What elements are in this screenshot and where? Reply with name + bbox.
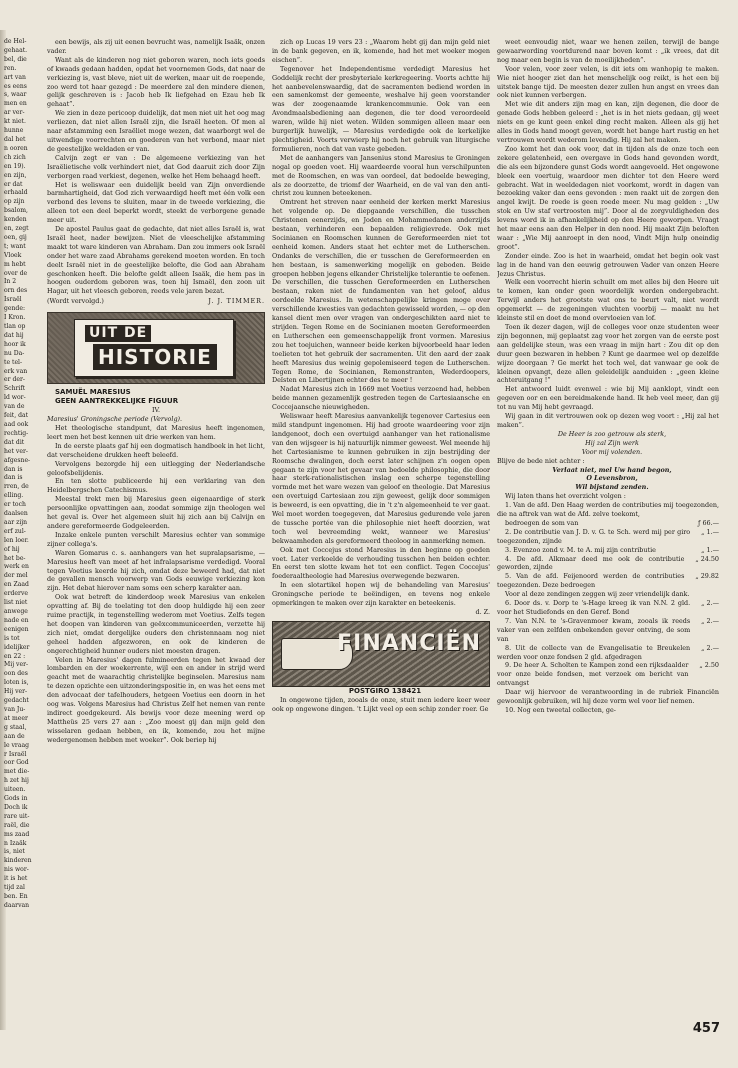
paragraph: hunne bbox=[4, 127, 24, 135]
paragraph: is tot bbox=[4, 634, 20, 642]
contribution-amount: „ 2.50 bbox=[699, 661, 719, 670]
paragraph: len loer. bbox=[4, 536, 29, 544]
paragraph: bsalom, bbox=[4, 207, 28, 215]
paragraph: Israël bbox=[4, 296, 22, 304]
paragraph: In de eerste plaats gaf hij een dogmatisch handboek in het licht, dat verscheidene drukken heeft beleefd. bbox=[47, 441, 265, 459]
paragraph: erderve bbox=[4, 590, 28, 598]
paragraph: oon des bbox=[4, 670, 28, 678]
contribution-row bbox=[497, 661, 719, 688]
paragraph: dat dit bbox=[4, 438, 25, 446]
paragraph: Vervolgens bezorgde hij een uitlegging der Nederlandsche geloofsbelijdenis. bbox=[47, 459, 265, 477]
paragraph: h zet hij bbox=[4, 777, 29, 785]
column-cut-off bbox=[4, 38, 42, 1034]
paragraph: art van bbox=[4, 73, 26, 81]
paragraph: loten is, bbox=[4, 679, 29, 687]
contribution-label: 5. Van de afd. Feijenoord werden de contributies toegezonden. Deze bedroegen bbox=[497, 572, 685, 590]
column-1-text-continued bbox=[47, 424, 265, 745]
paragraph: dan is bbox=[4, 474, 23, 482]
contribution-row bbox=[497, 617, 719, 644]
paragraph: kt niet. bbox=[4, 118, 26, 126]
paragraph: een bewijs, als zij uit eenen bevrucht was, namelijk Isaäk, onzen vader. bbox=[47, 38, 265, 55]
paragraph: bel, die bbox=[4, 55, 27, 63]
paragraph: tlan op bbox=[4, 323, 26, 330]
paragraph: ld wor- bbox=[4, 394, 26, 402]
contribution-row bbox=[497, 528, 719, 546]
postgiro-number: POSTGIRO 138421 bbox=[348, 686, 422, 695]
paragraph: Voor mij volenden. bbox=[581, 447, 643, 456]
paragraph: en zijn, bbox=[4, 171, 27, 179]
paragraph: Meestal trekt men bij Maresius geen eigenaardige of sterk persoonlijke opvattingen aan, zoodat sommige zijn theologen wel het geval is. Over het algemeen sluit hij zich aan bij Calvijn en andere gereformeerde Godgeleerden. bbox=[47, 495, 265, 530]
paragraph: en 19). bbox=[4, 162, 26, 170]
page-number: 457 bbox=[692, 1021, 720, 1036]
paragraph: rare uit- bbox=[4, 812, 30, 820]
contribution-label: 3. Evenzoo zond v. M. te A. mij zijn contributie bbox=[505, 545, 656, 554]
paragraph: Hij zal Zijn werk bbox=[585, 438, 639, 447]
paragraph: aar zijn bbox=[4, 518, 28, 526]
paragraph: te tel- bbox=[4, 358, 23, 366]
contribution-amount: „ 24.50 bbox=[695, 554, 719, 563]
paragraph: Hij ver- bbox=[4, 688, 28, 696]
contribution-label: 9. De heer A. Scholten te Kampen zond een rijksdaalder voor onze beide fondsen, met verzoek om bericht van ontvangst bbox=[497, 661, 689, 688]
uit-de-historie-banner bbox=[47, 312, 265, 384]
paragraph: oen, gij bbox=[4, 233, 27, 241]
paragraph: De apostel Paulus gaat de gedachte, dat niet alles Israël is, wat Israël heet, nader bewijzen. Niet de vleeschelijke afstamming maakt tot ware kinderen van Abraham. Dan zou immers ook Israël onder het ware zaad Abrahams gerekend moeten worden. En toch deelt Israël niet in de geestelijke belofte, die God aan Abraham geschonken heeft. Die belofte geldt alleen Isaäk, die hem pas in hoogen ouderdom geboren was, toen hij Ismaël, den zoon uit Hagar, uit het vleesch geboren, reeds vele jaren bezat. bbox=[47, 225, 265, 296]
column-1-text bbox=[47, 38, 265, 296]
paragraph: over de bbox=[4, 269, 28, 277]
paragraph: er der- bbox=[4, 376, 25, 384]
contribution-label: 4. De afd. Alkmaar deed me ook de contributie geworden, zijnde bbox=[497, 554, 685, 572]
paragraph: Met de aanhangers van Jansenius stond Maresius te Groningen nogal op goeden voet. Hij waardeerde vooral hun verschilpunten met de Roomschen, en was van oordeel, dat bedoelde beweging, als ze doorzette, de triomf der Waarheid, en de val van den anti-christ zou kunnen beteekenen. bbox=[272, 153, 490, 198]
paragraph: Ook met Coccejus stond Maresius in den beginne op goeden voet. Later verkoelde de verhouding tusschen hen beiden echter. En eerst ten slotte kwam het tot een conflict. Tegen Coccejus' foederaaltheologie had Maresius overwegende bezwaren. bbox=[272, 545, 490, 581]
paragraph: Gods in bbox=[4, 795, 28, 803]
paragraph: eenigen bbox=[4, 625, 29, 633]
paragraph: Calvijn zegt er van : De algemeene verkiezing van het Israëlietische volk verhindert niet, dat God daaruit zich door Zijn verborgen raad verkiest, degenen, welke het Hem behaagd heeft. bbox=[47, 153, 265, 180]
continued-note: (Wordt vervolgd.) bbox=[47, 297, 104, 306]
paragraph: Welk een voorrecht hierin schuilt om met alles bij den Heere uit te komen, kan onder geen woordelijk worden ondergebracht. Terwijl anders het grootste wat ons te beurt valt, niet wordt opgemerkt — de zegeningen vluchten voorbij — maakt nu het kleinste stil en doet de mond overvloeien van lof. bbox=[497, 278, 719, 323]
column-1 bbox=[47, 38, 265, 1038]
paragraph: Inzake enkele punten verschilt Maresius echter van sommige zijner collega's. bbox=[47, 530, 265, 548]
paragraph: Het theologische standpunt, dat Maresius heeft ingenomen, leert men het best kennen uit drie werken van hem. bbox=[47, 424, 265, 441]
column-2 bbox=[272, 38, 490, 1038]
contribution-amount bbox=[716, 590, 719, 599]
paragraph: erhaald bbox=[4, 189, 28, 197]
paragraph: Omtrent het streven naar eenheid der kerken merkt Maresius het volgende op. De diepgaande verschillen, die tusschen Christenen eenerzijds, en Joden en Mohammedanen anderzijds bestaan, verhinderen een bepaalden religievrede. Ook met Socinianen en Roomschen kunnen de Gereformeerden niet tot eenheid komen. Anders staat het echter met de Lutherschen. Ondanks de verschillen, die er tusschen de Gereformeerden en hen bestaan, is samenwerking mogelijk en geboden. Beide groepen hebben jegens elkander Christelijke tolerantie te oefenen. De verschillen, die tusschen Gereformeerden en Lutherschen bestaan, raken niet de fundamenten van het geloof, aldus oordeelde Maresius. In wetenschappelijke kringen moge over verschillende kwesties van gedachten gewisseld worden, — op den kansel dient men over vragen van ondergeschikten aard niet te strijden. Tegen Rome en de Socinianen moeten Gereformeerden en Lutherschen een gemeenschappelijk front vormen. Maresius zou het toejuichen, wanneer beide kerken bijvoorbeeld haar leden toelieten tot het gebruik der sacramenten. Uit den aard der zaak heeft Maresius dus weinig gepolemiseerd tegen de Lutherschen. Tegen Rome, de Socinianen, Remonstranten, Wederdoopers, Deïsten en Libertijnen echter des te meer ! bbox=[272, 198, 490, 385]
paragraph: orn des bbox=[4, 287, 28, 295]
paragraph: of hij bbox=[4, 545, 20, 553]
contribution-amount: „ 2.— bbox=[701, 616, 719, 625]
paragraph: In een slotartikel hopen wij de behandeling van Maresius' Groningsche periode te beëindigen, en tevens nog enkele opmerkingen te maken over zijn karakter en beteekenis. bbox=[272, 581, 490, 608]
paragraph: Zonder einde. Zoo is het in waarheid, omdat het begin ook vast lag in de hand van den eeuwig getrouwen Vader van onzen Heere Jezus Christus. bbox=[497, 251, 719, 278]
contribution-amount: „ 2.— bbox=[701, 599, 719, 608]
paragraph: tijd zal bbox=[4, 884, 25, 892]
article-subtitle: GEEN AANTREKKELIJKE FIGUUR bbox=[55, 397, 179, 406]
paragraph: erk van bbox=[4, 367, 28, 375]
verse-quote-2 bbox=[497, 466, 719, 493]
paragraph: 10. Nog een tweetal collecten, ge- bbox=[505, 705, 616, 714]
stanza-intro: Blijve de bede niet achter : bbox=[497, 456, 585, 465]
paragraph: Toen ik dezer dagen, wijl de colleges voor onze studenten weer zijn begonnen, mij geplaatst zag voor het zorgen van de eerste post aan geldelijke steun, was een vraag in mijn hart : Zou dit op den duur geen bezwaren in hebben ? Kunt ge daarmee wel op dezelfde wijze doorgaan ? Ge merkt het toch wel, dat vanwaar ge ook de kleinen opvangt, deze allen geleidelijk aanduiden : „geen kleine achteruitgang !” bbox=[497, 323, 719, 385]
paragraph: Het antwoord luidt evenwel : wie bij Mij aanklopt, vindt een gegeven oor en een bereidmakende hand. Ik heb veel meer, dan gij tot nu van Mij hebt gevraagd. bbox=[497, 385, 719, 412]
banner-title: FINANCIËN bbox=[337, 630, 481, 656]
paragraph: it is het bbox=[4, 875, 28, 883]
paragraph: en, zegt bbox=[4, 225, 29, 233]
contribution-row bbox=[497, 555, 719, 573]
paragraph: werk en bbox=[4, 563, 29, 571]
paragraph: van de bbox=[4, 403, 25, 411]
paragraph: s, waar bbox=[4, 91, 27, 99]
paragraph: ar ver- bbox=[4, 109, 25, 117]
contribution-amount: „ 1.— bbox=[701, 527, 719, 536]
paragraph: gende: bbox=[4, 305, 25, 313]
paragraph: daalsen bbox=[4, 510, 28, 518]
paragraph: uiteen. bbox=[4, 786, 26, 794]
paragraph: ms zaad bbox=[4, 830, 30, 838]
paragraph: der mel bbox=[4, 572, 28, 580]
paragraph: Voor velen, voor zeer velen, is dit iets om wanhopig te maken. Wie niet hooger ziet dan het menschelijk oog reikt, is het een bij uitstek bange tijd. De meesten dezer zullen hun angst en vrees dan ook niet kunnen verbergen. bbox=[497, 64, 719, 100]
column-3-text bbox=[497, 38, 719, 430]
paragraph: de Hel- bbox=[4, 38, 27, 45]
paragraph: nade en bbox=[4, 616, 29, 624]
paragraph: Vloek bbox=[4, 251, 22, 259]
paragraph: Doch ik bbox=[4, 803, 28, 811]
paragraph: n Izaäk bbox=[4, 839, 27, 847]
paragraph: Wil bijstand zenden. bbox=[575, 483, 649, 492]
article-signature bbox=[47, 297, 265, 306]
verse-quote bbox=[497, 430, 719, 457]
paragraph: Het is weliswaar een duidelijk beeld van Zijn onverdiende barmhartigheid, dat God zich verwaardigd heeft met één volk een verbond des levens te sluiten, maar in de tweede verkiezing, die alleen tot een deel beperkt wordt, steekt de verborgene genade meer uit. bbox=[47, 180, 265, 225]
paragraph: rren, de bbox=[4, 483, 29, 491]
column-2-text bbox=[272, 38, 490, 608]
paragraph: m hebt bbox=[4, 260, 26, 268]
paragraph: le vraag bbox=[4, 741, 30, 749]
paragraph: nis wor- bbox=[4, 866, 29, 874]
article-title: SAMUËL MARESIUS bbox=[55, 388, 131, 397]
paragraph: nu Da- bbox=[4, 349, 25, 357]
paragraph: rechtig- bbox=[4, 429, 29, 437]
paragraph: Weliswaar heeft Maresius aanvankelijk tegenover Cartesius een mild standpunt ingenomen. Hij had groote waardeering voor zijn landgenoot, doch een overtuigd aanhanger van het rationalisme van den wijsgeer is hij natuurlijk nimmer geweest. Wel meende hij het Cartesianisme te kunnen gebruiken in zijn bestrijding der Roomsche dwalingen, doch eerst later schijnen z'n oogen open gegaan te zijn voor het gevaar van bedoelde philosophie, die door haar sterk-rationalistischen inslag een scherpe tegenstelling vormde met het ware wezen van geloof en theologie. Dat Maresius een overtuigd Cartesiaan zou zijn geweest, gelijk door sommigen is beweerd, is een opvatting, die in 't z'n algemeenheid te ver gaat. Wel moet worden toegegeven, dat Maresius gedurende vele jaren de tussche portée van die philosophie niet heeft doorzien, wat toch wel bevreemding wekt, wanneer we Maresius' bekwaamheden als gereformeerd theoloog in aanmerking nemen. bbox=[272, 412, 490, 545]
paragraph: We zien in deze pericoop duidelijk, dat men niet uit het oog mag verliezen, dat niet allen Israël zijn, die Israël heeten. Of men al naar afstamming een Israëliet moge wezen, dat waarborgt wel de uitwendige voorrechten en goederen van het verbond, maar niet de geestelijke weldaden er van. bbox=[47, 109, 265, 153]
paragraph: afgesne- bbox=[4, 456, 31, 464]
paragraph: gedacht bbox=[4, 697, 29, 705]
paragraph: elling. bbox=[4, 492, 24, 500]
paragraph: aad ook bbox=[4, 420, 29, 428]
contribution-row bbox=[497, 590, 719, 599]
paragraph: Velen in Maresius' dagen fulmineerden tegen het kwaad der lombarden en der woekerrente, wijl een en ander in strijd werd geacht met de waarachtig christelijke beginselen. Maresius nam te dezen opzichte een uitzonderingspositie in, en was het eens met den advocaat der tafelhouders, hetgeen Voetius een doorn in het oog was. Volgens Maresius had Christus Zelf het nemen van rente indirect goedgekeurd. Als bewijs voor deze meening werd op Mattheüs 25 vers 27 aan : „Zoo moest gij dan mijn geld den wisselaren gedaan hebben, en ik, komende, zou het mijne wedergenomen hebben met woeker”. Ook beriep hij bbox=[47, 655, 265, 744]
paragraph: Waren Gomarus c. s. aanhangers van het supralapsarisme, — Maresius heeft van meet af het infralapsarisme verdedigd. Vooral tegen Voetius keerde hij zich, omdat deze beweerd had, dat niet de gevallen mensch voorwerp van Gods eeuwige verkiezing kon zijn. Het debat hierover nam soms een scherp karakter aan. bbox=[47, 548, 265, 593]
paragraph: Mij ver- bbox=[4, 661, 29, 669]
financien-banner bbox=[272, 621, 490, 687]
contribution-list bbox=[497, 519, 719, 688]
paragraph: dat hij bbox=[4, 331, 24, 339]
paragraph: Schrift bbox=[4, 385, 26, 393]
paragraph: Wij gaan in dit vertrouwen ook op dezen weg voort : „Hij zal het maken”. bbox=[497, 412, 719, 429]
column-3 bbox=[497, 38, 719, 1038]
paragraph: Verlaat niet, mel Uw hand begon, bbox=[552, 465, 672, 474]
paragraph: aan de bbox=[4, 732, 25, 740]
contribution-amount: „ 1.— bbox=[701, 545, 719, 554]
paragraph: O Levensbron, bbox=[586, 474, 638, 483]
paragraph: weet eenvoudig niet, waar we henen zeilen, terwijl de bange gewaarwording voortdurend naar boven komt : „ik vrees, dat dit nog maar een begin is van de moeilijkheden”. bbox=[497, 38, 719, 64]
paragraph: g staal, bbox=[4, 723, 27, 731]
paragraph: idelijker bbox=[4, 643, 30, 651]
banner-plate bbox=[74, 319, 234, 377]
paragraph: t; want bbox=[4, 242, 26, 250]
paragraph: het be- bbox=[4, 554, 26, 562]
paragraph: oor God bbox=[4, 759, 29, 767]
contribution-label: 7. Van N.N. te 's-Gravenmoer kwam, zooals ik reeds vaker van een zelfden onbekenden gever ontving, de som van bbox=[497, 616, 691, 643]
column-3-text-end bbox=[497, 688, 719, 715]
paragraph: kenden bbox=[4, 216, 27, 224]
paragraph: I Kron. bbox=[4, 314, 26, 322]
paragraph: hoor ik bbox=[4, 340, 26, 348]
contribution-label: 6. Door ds. v. Dorp te 's-Hage kreeg ik van N.N. 2 gld. voor het Studiefonds en den Geref. Bond bbox=[497, 599, 691, 616]
author-name: J. J. TIMMER. bbox=[208, 297, 265, 306]
paragraph: r Israël bbox=[4, 750, 27, 758]
paragraph: en Zaad bbox=[4, 581, 29, 589]
paragraph: Daar wij hiervoor de verantwoording in de rubriek Financiën gewoonlijk gebruiken, wil hij deze vorm wel voor lief nemen. bbox=[497, 688, 719, 706]
paragraph: Ook wat betreft de kinderdoop week Maresius van enkelen opvatting af. Bij de toelating tot den doop huldigde hij een zeer ruime practijk, in tegenstelling wederom met Voetius. Zelfs tegen het doopen van kinderen van geëxcommuniceerden, verzette hij zich niet, omdat dergelijke ouders den christennaam nog niet geheel hadden afgezworen, en ook de kinderen de ongerechtigheid hunner ouders niet moesten dragen. bbox=[47, 593, 265, 655]
contribution-row bbox=[497, 599, 719, 617]
paragraph: van Ju- bbox=[4, 705, 26, 713]
contribution-amount: ƒ 66.— bbox=[698, 518, 719, 527]
section-subtitle: Maresius' Groningsche periode (Vervolg). bbox=[47, 415, 183, 424]
paragraph: Want als de kinderen nog niet geboren waren, noch iets goeds of kwaads gedaan hadden, opdat het voornemen Gods, dat naar de verkiezing is, vast bleve, niet uit de werken, maar uit de roepende, zoo werd tot haar gezegd : De meerdere zal den mindere dienen, gelijk geschreven is : Jacob heb Ik liefgehad en Ezau heb Ik gehaat”. bbox=[47, 55, 265, 109]
paragraph: gehaat. bbox=[4, 46, 28, 54]
contribution-label: 2. De contributie van J. D. v. G. te Sch. werd mij per giro toegezonden, zijnde bbox=[497, 527, 691, 545]
paragraph: daarvan bbox=[4, 901, 30, 909]
contribution-label: bedroegen de som van bbox=[505, 518, 579, 527]
part-number: IV. bbox=[151, 406, 161, 415]
paragraph: ren. bbox=[4, 64, 17, 72]
paragraph: ch zich bbox=[4, 153, 26, 161]
column-3-text-continued bbox=[497, 492, 719, 519]
paragraph: Met wie dit anders zijn mag en kan, zijn degenen, die door de genade Gods hebben geleerd : „het is in het niets gedaan, gij weet niets en ge kunt geen enkel ding recht maken. Alleen als gij het alles in Gods hand moogt geven, wordt het bange hart rustig en het vertrouwen wordt wederom levendig. Hij zal het maken. bbox=[497, 100, 719, 144]
paragraph: is, niet bbox=[4, 848, 25, 856]
paragraph: at meer bbox=[4, 714, 28, 722]
paragraph: De Heer is zoo getrouw als sterk, bbox=[557, 429, 667, 438]
article-signature: d. Z. bbox=[475, 608, 490, 616]
banner-line-2: HISTORIE bbox=[93, 344, 217, 370]
paragraph: es eens bbox=[4, 82, 27, 90]
paragraph: In 2 bbox=[4, 278, 17, 286]
paragraph: dal het bbox=[4, 135, 26, 143]
paragraph: Wij laten thans het overzicht volgen : bbox=[505, 492, 626, 501]
contribution-row bbox=[497, 519, 719, 528]
paragraph: het ver- bbox=[4, 447, 28, 455]
paragraph: anwege bbox=[4, 608, 28, 615]
contribution-label: 8. Uit de collecte van de Evangelisatie te Breukelen werden voor onze fondsen 2 gld. afgedragen bbox=[497, 643, 691, 661]
banner-line-1: UIT DE bbox=[85, 325, 151, 342]
paragraph: Zoo komt het dan ook voor, dat in tijden als de onze toch een zekere gelatenheid, een overgave in Gods hand gevonden wordt, die als een bijzondere gunst Gods wordt aangevoeld. Het ongewone bleek een voertuig, waardoor men dichter tot den Heere werd gebracht. Wat in weeldedagen niet voorkomt, wordt in dagen van bezoeking vaker dan eens gevonden : men raakt uit de zorgen den angel kwijt. De roede is geen roede meer. Nu mag gelden : „Uw stok en Uw staf vertroosten mij”. Door al de zorgvuldigheden des levens word ik in afhankelijkheid op den Heere geworpen. Vraagt het maar eens aan den Helper in den nood. Hij maakt Zijn beloften waar : „Wie Mij aanroept in den nood, Vindt Mijn hulp oneindig groot”. bbox=[497, 144, 719, 251]
paragraph: met die- bbox=[4, 768, 30, 776]
paragraph: n ooren bbox=[4, 144, 28, 152]
paragraph: kinderen bbox=[4, 857, 32, 865]
paragraph: 1. Van de afd. Den Haag werden de contributies mij toegezonden, die na aftrek van wat de Afd. zelve toekomt, bbox=[497, 501, 719, 519]
paragraph: op zijn bbox=[4, 198, 25, 206]
paragraph: list niet bbox=[4, 599, 28, 607]
paragraph: feit, dat bbox=[4, 412, 29, 420]
contribution-row bbox=[497, 546, 719, 555]
paragraph: en 22 : bbox=[4, 652, 26, 660]
column-2-text-continued bbox=[272, 696, 490, 714]
contribution-amount: „ 29.82 bbox=[695, 572, 719, 581]
paragraph: En ten slotte publiceerde hij een verklaring van den Heidelbergschen Catechismus. bbox=[47, 477, 265, 495]
paragraph: zich op Lucas 19 vers 23 : „Waarom hebt gij dan mijn geld niet in de bank gegeven, en ik, komende, had het met woeker mogen eischen”. bbox=[272, 38, 490, 64]
contribution-label: Voor al deze zendingen zeggen wij zeer vriendelijk dank. bbox=[505, 590, 690, 599]
paragraph: In ongewone tijden, zooals de onze, stuit men iedere keer weer ook op ongewone dingen. 't Lijkt veel op een schip zonder roer. Ge bbox=[272, 695, 490, 713]
paragraph: raël, die bbox=[4, 821, 30, 829]
paragraph: men en bbox=[4, 100, 27, 108]
paragraph: ben. En bbox=[4, 893, 28, 900]
paragraph: dan is bbox=[4, 465, 23, 473]
paragraph: er dat bbox=[4, 180, 23, 188]
paragraph: Nadat Maresius zich in 1669 met Voetius verzoend had, hebben beide mannen gezamenlijk gestreden tegen de Cartesiaansche en Coccejaansche nieuwigheden. bbox=[272, 385, 490, 412]
paragraph: erf zul- bbox=[4, 527, 26, 535]
contribution-amount: „ 2.— bbox=[701, 643, 719, 652]
paragraph: Tegenover het Independentisme verdedigt Maresius het Goddelijk recht der presbyteriale kerkregeering. Voorts achtte hij het aanbevelenswaardig, dat de sacramenten bediend worden in een samenkomst der gemeente, weshalve hij geen voorstander was der zoogenaamde krankencommunie. Ook van een Avondmaalsbediening aan degenen, die ter dood veroordeeld waren, wilde hij niet weten. Wilden sommigen alleen maar een burgerlijk huwelijk, — Maresius verdedigde ook de kerkelijke plechtigheid. Voorts verwierp hij noch het gebruik van liturgische formulieren, noch dat van vaste gebeden. bbox=[272, 64, 490, 153]
contribution-row bbox=[497, 644, 719, 662]
contribution-row bbox=[497, 572, 719, 590]
paragraph: er toch bbox=[4, 501, 26, 509]
